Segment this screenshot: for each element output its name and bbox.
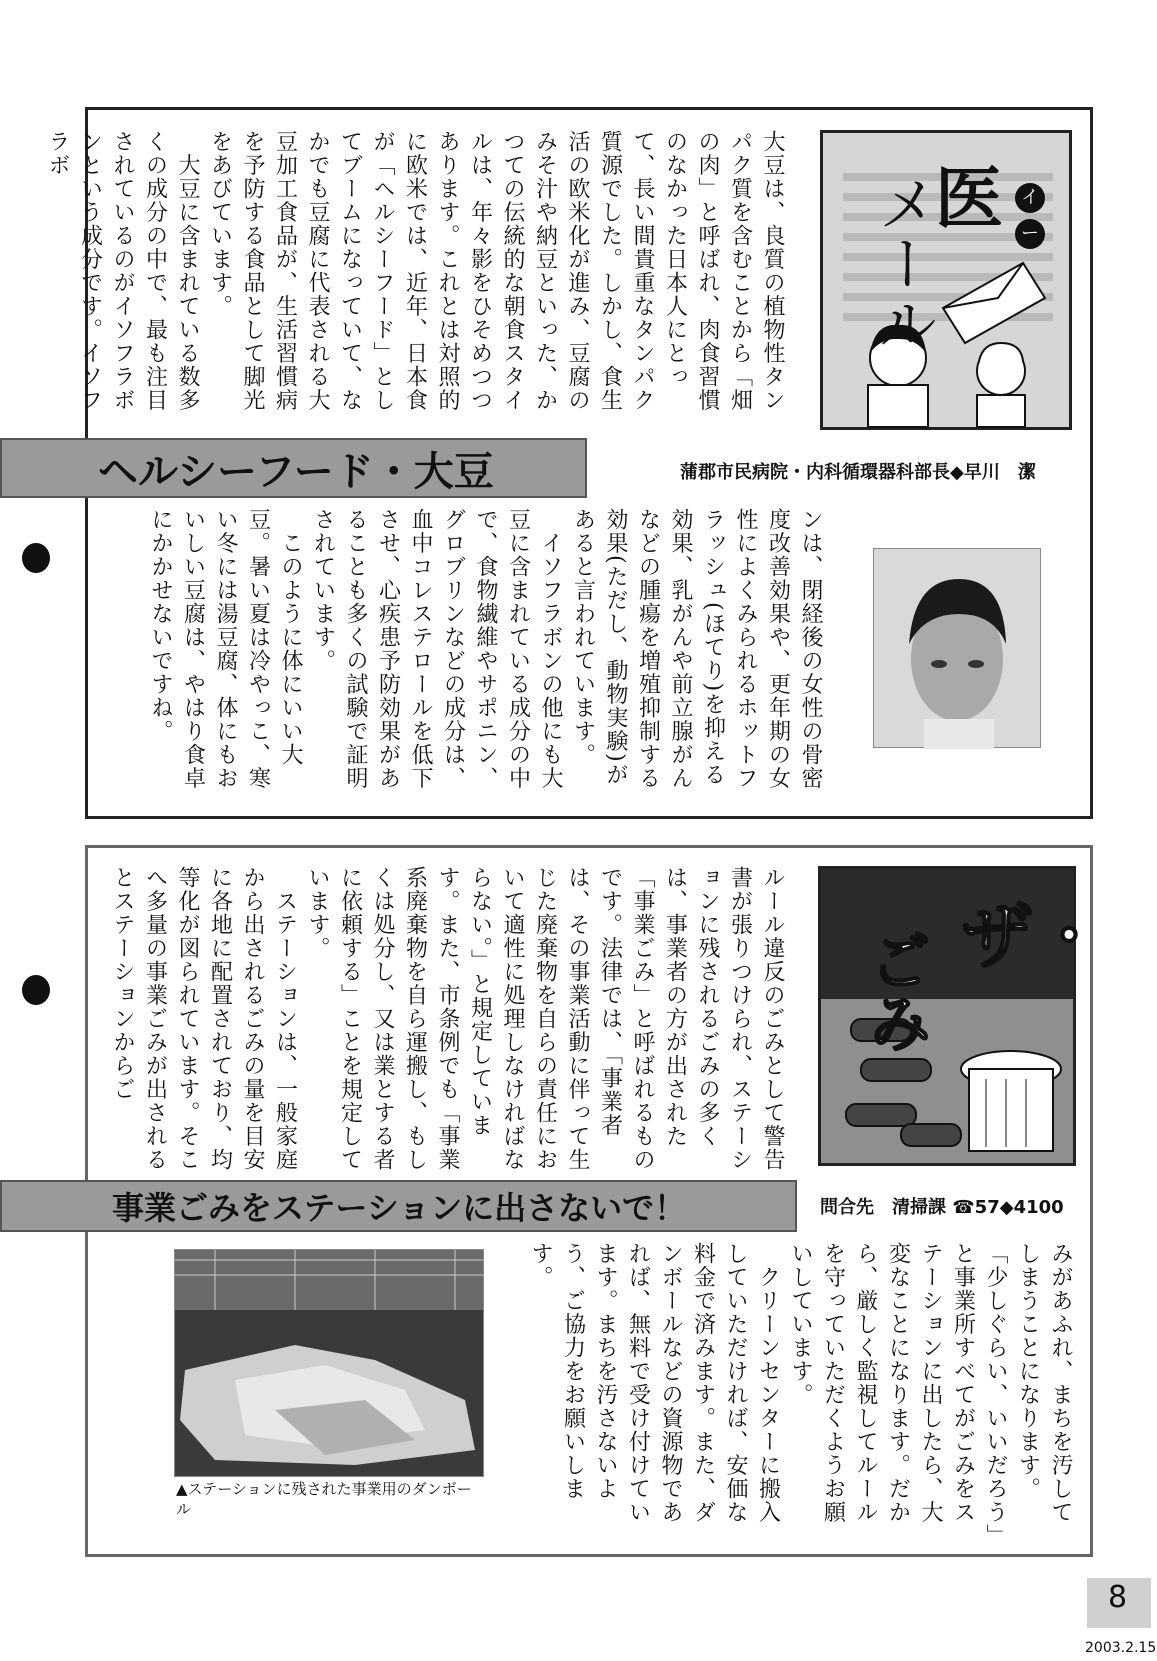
article2-contact: 問合先 清掃課 ☎57◆4100 [820,1197,1064,1218]
punch-hole-top [22,543,50,573]
column-logo-the-gomi [818,866,1106,1166]
punch-hole-bottom [22,975,50,1005]
nurse-icon [977,343,1025,427]
article1-text-upper: 大豆は、良質の植物性タンパク質を含むことから「畑の肉」と呼ばれ、肉食習慣のなかった日本人にとって、長い間貴重なタンパク質源でした。しかし、食生活の欧米化が進み、豆腐のみそ汁や納豆といった、かつての伝統的な朝食スタイルは、年々影をひそめつつあります。これとは対照的に欧米では、近年、日本食が「ヘルシーフード」としてブームになっていて、なかでも豆腐に代表される大豆加工食品が、生活習慣病を予防する食品として脚光をあびています。 大豆に含まれている数多くの成分の中で、最も注目されているのがイソフラボンという成分です。イソフラボ [45,130,785,412]
logo-sub-text: メール [868,173,938,353]
logo-ruby-1: イ [1015,183,1045,213]
trash-can-icon [961,1051,1061,1151]
portrait-figure [874,549,1040,747]
column-logo-i-mail [820,130,1072,430]
cardboard-photo [174,1249,484,1477]
article1-byline: 蒲郡市民病院・内科循環器科部長◆早川 潔 [680,462,1036,483]
article1-title-banner: ヘルシーフード・大豆 [0,438,587,498]
article1-text-lower: ンは、閉経後の女性の骨密度改善効果や、更年期の女性によくみられるホットフラッシュ(ほてり)を抑える効果、乳がんや前立腺がんなどの腫瘍を増殖抑制する効果(ただし、動物実験)があると言われています。 イソフラボンの他にも大豆に含まれている成分の中で、食物繊維やサポニン、グロブリンなどの成分は、血中コレステロールを低下させ、心疾患予防効果があることも多くの試験で証明されています。 このように体にいい大豆。暑い夏は冷やっこ、寒い冬には湯豆腐、体にもおいしい豆腐は、やはり食卓にかかせないですね。 [148,508,823,790]
article2-title-banner: 事業ごみをステーションに出さないで！ [0,1180,797,1232]
page-number: 8 [1108,1580,1128,1615]
cardboard-image [175,1250,483,1476]
article2-text-upper: ルール違反のごみとして警告書が張りつけられ、ステーションに残されるごみの多くは、事業者の方が出された「事業ごみ」と呼ばれるものです。法律では、「事業者は、その事業活動に伴って生じた廃棄物を自らの責任において適性に処理しなければならない。」と規定していま す。また、市条例でも「事業系廃棄物を自ら運搬し、もしくは処分し、又は業とする者に依頼する」ことを規定しています。 ステーションは、一般家庭から出されるごみの量を目安に各地に配置されており、均等化が図られています。そこへ多量の事業ごみが出されるとステーションからご [110,866,785,1172]
photo-caption: ▲ステーションに残された事業用のダンボール [176,1480,472,1518]
logo2-sub-text: ごみ [859,929,932,1053]
article2-text-lower: みがあふれ、まちを汚してしまうことになります。 「少しぐらい、いいだろう」と事業所すべてがごみをステーションに出したら、大変なことになります。だから、厳しく監視してルールを守っていただくようお願いしています。 クリーンセンターに搬入していただければ、安価な料金で済みます。また、ダンボールなどの資源物であれば、無料で受け付けています。まちを汚さないよう、ご協力をお願いします。 [528,1242,1073,1537]
logo-ruby-2: ー [1015,219,1045,249]
issue-date: 2003.2.15 [1085,1640,1157,1656]
logo2-main-text: ザ・ [961,895,1106,979]
author-portrait [873,548,1041,748]
logo-main-kanji: 医 [935,160,1004,239]
